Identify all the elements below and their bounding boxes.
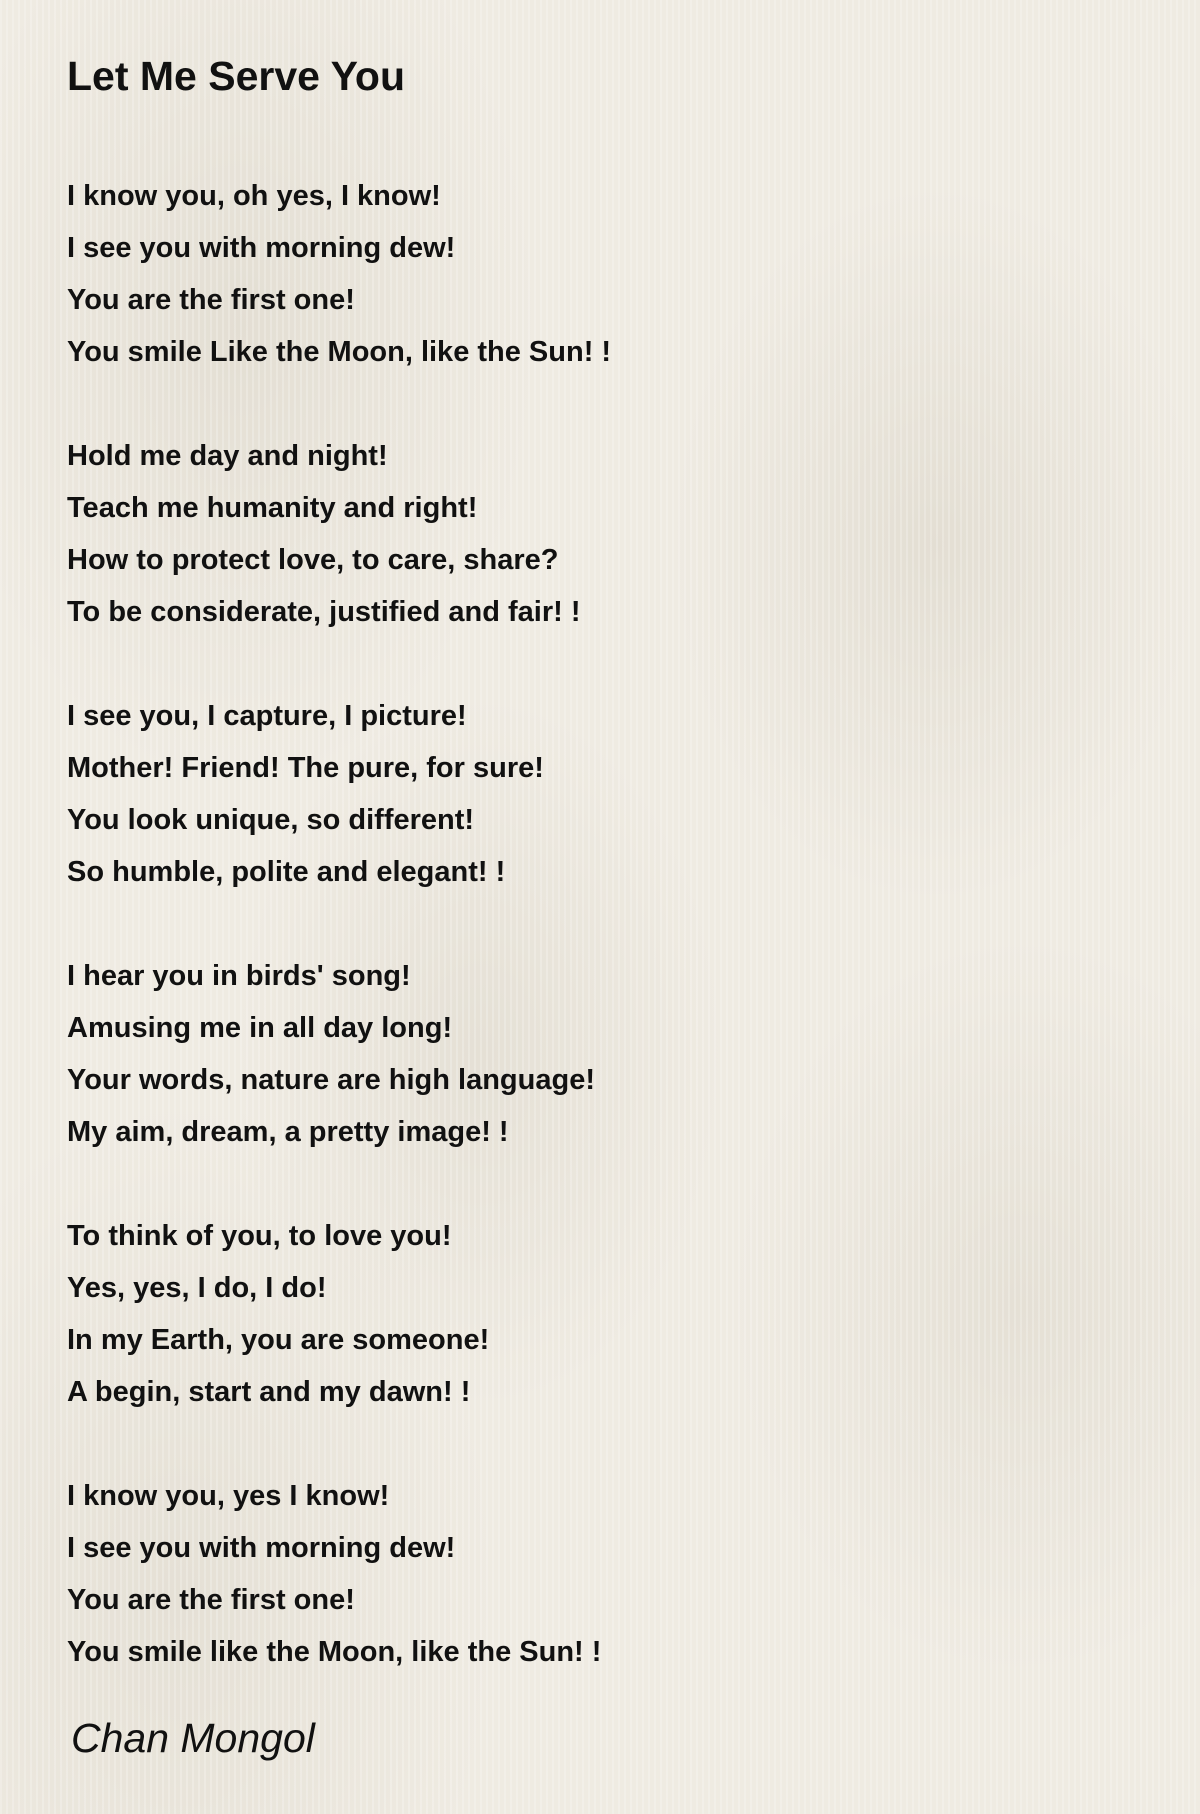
stanza-6 bbox=[67, 1470, 1147, 1678]
poem-card bbox=[67, 40, 1147, 1678]
poem-line: I see you with morning dew! bbox=[67, 232, 456, 264]
poem-line: To be considerate, justified and fair! ! bbox=[67, 596, 581, 628]
poem-line: You smile like the Moon, like the Sun! ! bbox=[67, 1636, 602, 1668]
poem-line: You are the first one! bbox=[67, 1584, 355, 1616]
stanza-1 bbox=[67, 170, 1147, 378]
poem-line: I see you with morning dew! bbox=[67, 1532, 456, 1564]
poem-line: My aim, dream, a pretty image! ! bbox=[67, 1116, 509, 1148]
poem-line: You are the first one! bbox=[67, 284, 355, 316]
poem-title: Let Me Serve You bbox=[67, 53, 405, 99]
poem-line: Mother! Friend! The pure, for sure! bbox=[67, 752, 544, 784]
poem-line: I know you, yes I know! bbox=[67, 1480, 390, 1512]
poem-line: Yes, yes, I do, I do! bbox=[67, 1272, 327, 1304]
stanza-4 bbox=[67, 950, 1147, 1158]
poem-line: So humble, polite and elegant! ! bbox=[67, 856, 506, 888]
poem-line: Your words, nature are high language! bbox=[67, 1064, 595, 1096]
poem-line: A begin, start and my dawn! ! bbox=[67, 1376, 471, 1408]
poem-line: I know you, oh yes, I know! bbox=[67, 180, 441, 212]
poem-line: You smile Like the Moon, like the Sun! ! bbox=[67, 336, 612, 368]
poem-line: I hear you in birds' song! bbox=[67, 960, 411, 992]
poem-line: You look unique, so different! bbox=[67, 804, 475, 836]
poem-line: I see you, I capture, I picture! bbox=[67, 700, 467, 732]
stanza-3 bbox=[67, 690, 1147, 898]
poem-line: How to protect love, to care, share? bbox=[67, 544, 559, 576]
poem-line: Amusing me in all day long! bbox=[67, 1012, 453, 1044]
stanza-2 bbox=[67, 430, 1147, 638]
poem-line: Teach me humanity and right! bbox=[67, 492, 478, 524]
poem-line: To think of you, to love you! bbox=[67, 1220, 452, 1252]
stanza-5 bbox=[67, 1210, 1147, 1418]
poem-line: In my Earth, you are someone! bbox=[67, 1324, 490, 1356]
poem-author: Chan Mongol bbox=[71, 1715, 315, 1761]
poem-line: Hold me day and night! bbox=[67, 440, 388, 472]
